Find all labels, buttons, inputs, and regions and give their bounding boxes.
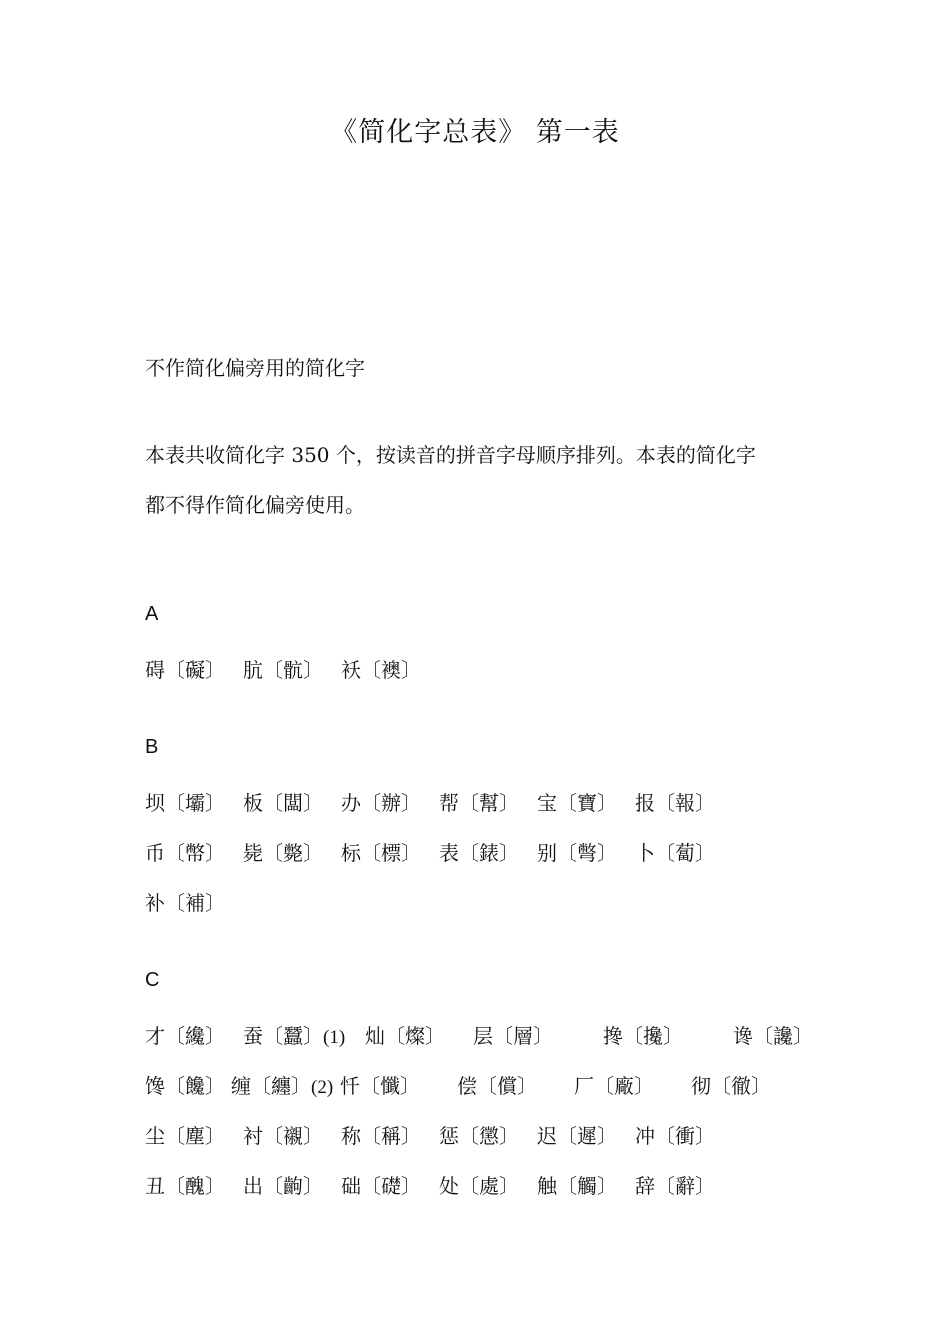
footnote-marker: (1) bbox=[323, 1027, 346, 1048]
entry-item: 础〔礎〕 bbox=[341, 1174, 421, 1198]
entry-item: 别〔彆〕 bbox=[537, 841, 617, 865]
section-letter-a: A bbox=[145, 603, 159, 625]
entry-item: 彻〔徹〕 bbox=[691, 1074, 771, 1098]
entry-item: 馋〔饞〕 bbox=[145, 1074, 225, 1098]
section-letter-b: B bbox=[145, 736, 159, 758]
intro-paragraph bbox=[145, 430, 825, 530]
entry-item: 卜〔蔔〕 bbox=[635, 841, 715, 865]
entry-item: 才〔纔〕 bbox=[145, 1024, 225, 1048]
intro-line: 本表共收简化字 350 个，按读音的拼音字母顺序排列。本表的简化字 bbox=[145, 443, 756, 467]
entry-item: 碍〔礙〕 bbox=[145, 658, 225, 682]
entry-item bbox=[231, 1070, 333, 1099]
entry-item: 触〔觸〕 bbox=[537, 1174, 617, 1198]
entry-item: 标〔標〕 bbox=[341, 841, 421, 865]
entry-item: 惩〔懲〕 bbox=[439, 1124, 519, 1148]
page-title: 《简化字总表》 第一表 bbox=[330, 117, 620, 148]
entry-item: 报〔報〕 bbox=[635, 791, 715, 815]
entry-item: 出〔齣〕 bbox=[243, 1174, 323, 1198]
entry-item: 尘〔塵〕 bbox=[145, 1124, 225, 1148]
section-letter-c: C bbox=[145, 969, 160, 991]
entry-item: 称〔稱〕 bbox=[341, 1124, 421, 1148]
intro-line: 都不得作简化偏旁使用。 bbox=[145, 493, 365, 517]
entry-item: 搀〔攙〕 bbox=[603, 1024, 683, 1048]
entry-item: 办〔辦〕 bbox=[341, 791, 421, 815]
entry-item: 毙〔斃〕 bbox=[243, 841, 323, 865]
entry-item: 板〔闆〕 bbox=[243, 791, 323, 815]
entry-item: 处〔處〕 bbox=[439, 1174, 519, 1198]
entry-item: 辞〔辭〕 bbox=[635, 1174, 715, 1198]
entry-item: 冲〔衝〕 bbox=[635, 1124, 715, 1148]
entry-item: 肮〔骯〕 bbox=[243, 658, 323, 682]
entry-item: 偿〔償〕 bbox=[457, 1074, 537, 1098]
section-subtitle: 不作简化偏旁用的简化字 bbox=[145, 356, 365, 380]
entry-item: 灿〔燦〕 bbox=[365, 1024, 445, 1048]
entry-item: 忏〔懺〕 bbox=[340, 1074, 420, 1098]
entry-item: 坝〔壩〕 bbox=[145, 791, 225, 815]
entry-item bbox=[243, 1020, 345, 1049]
footnote-marker: (2) bbox=[311, 1077, 334, 1098]
entry-item: 厂〔廠〕 bbox=[574, 1074, 654, 1098]
entry-item: 币〔幣〕 bbox=[145, 841, 225, 865]
entry-item: 补〔補〕 bbox=[145, 891, 225, 915]
entry-item: 层〔層〕 bbox=[473, 1024, 553, 1048]
entry-text: 蚕〔蠶〕 bbox=[243, 1024, 323, 1048]
entry-item: 帮〔幫〕 bbox=[439, 791, 519, 815]
entry-item: 迟〔遲〕 bbox=[537, 1124, 617, 1148]
entry-text: 缠〔纏〕 bbox=[231, 1074, 311, 1098]
entry-item: 衬〔襯〕 bbox=[243, 1124, 323, 1148]
entry-item: 宝〔寶〕 bbox=[537, 791, 617, 815]
entry-item: 袄〔襖〕 bbox=[341, 658, 421, 682]
entry-item: 谗〔讒〕 bbox=[733, 1024, 813, 1048]
entry-item: 丑〔醜〕 bbox=[145, 1174, 225, 1198]
entry-item: 表〔錶〕 bbox=[439, 841, 519, 865]
